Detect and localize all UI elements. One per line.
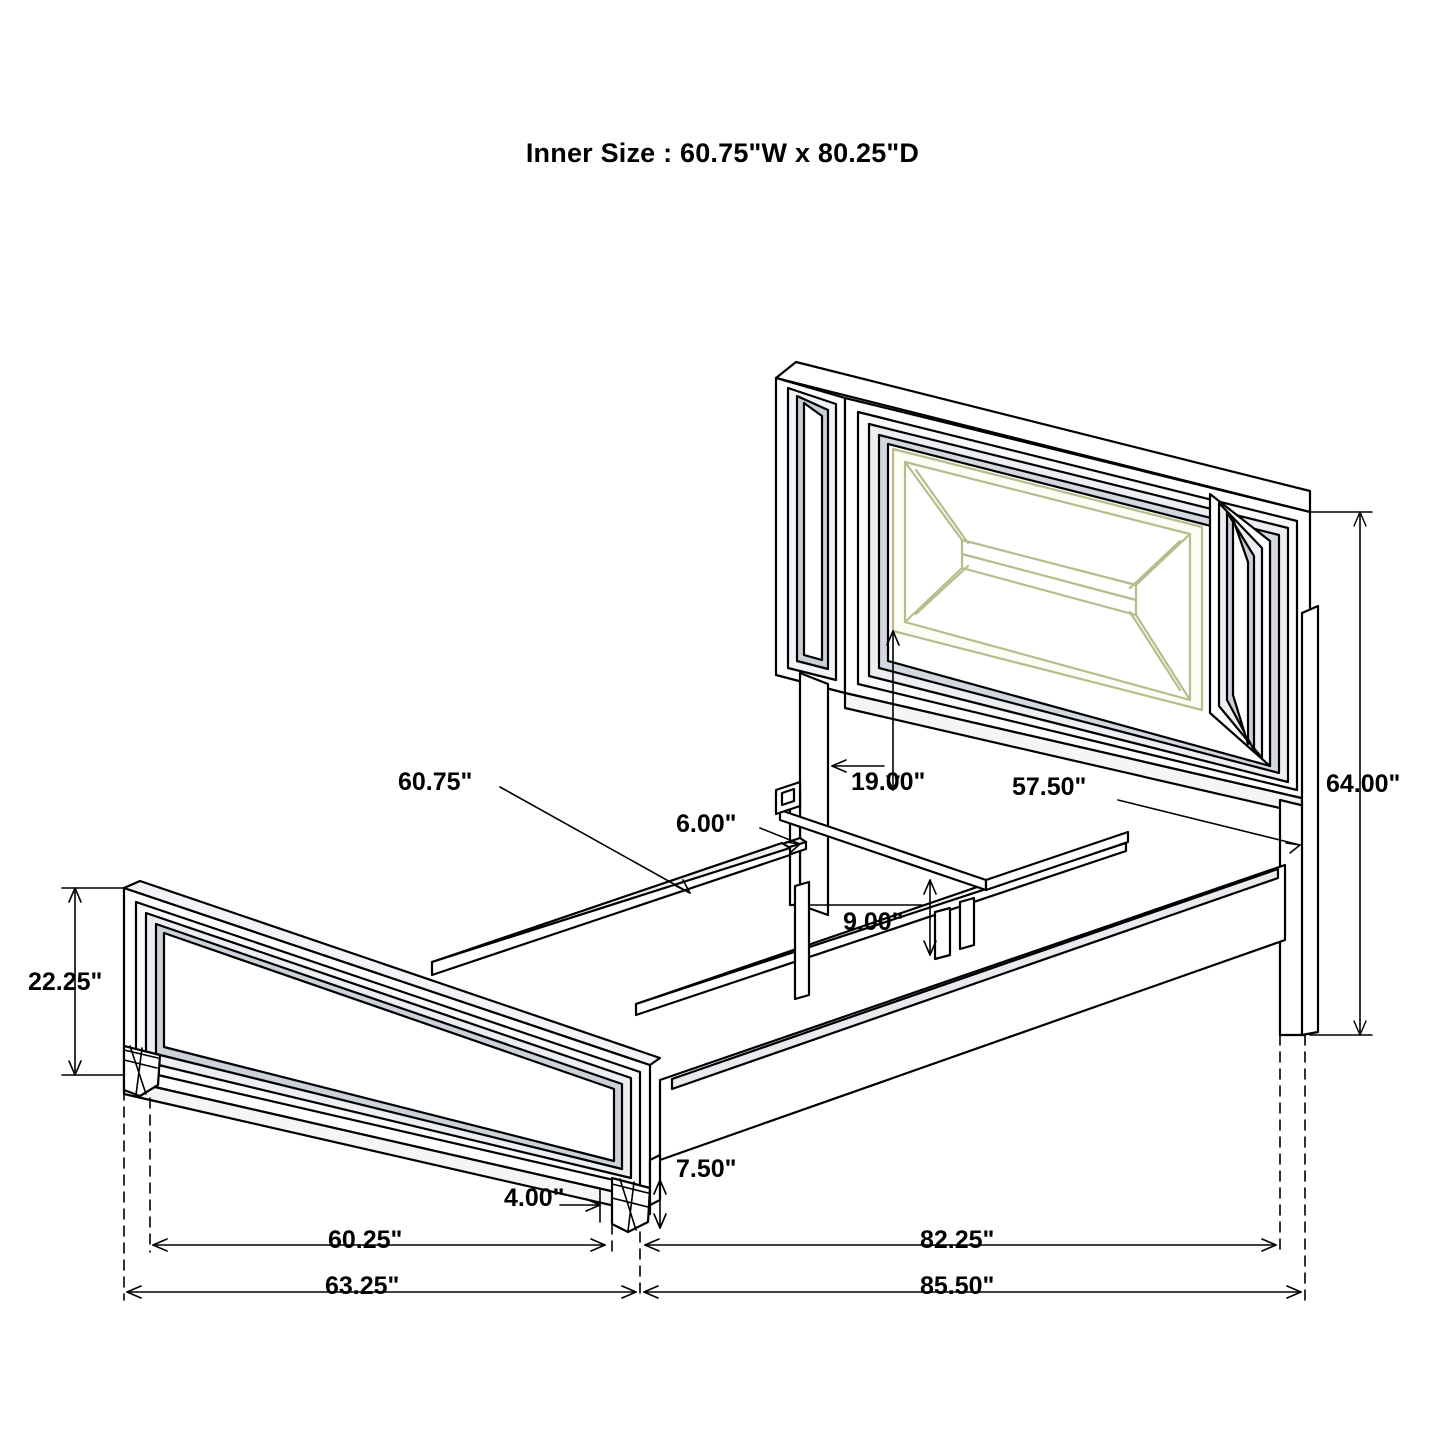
dim-footboard-height: 22.25" (28, 968, 103, 996)
dim-bed-outer-length: 85.50" (920, 1272, 995, 1300)
page-title: Inner Size : 60.75"W x 80.25"D (525, 138, 920, 168)
dim-headboard-height: 64.00" (1326, 770, 1401, 798)
dim-headboard-panel-width: 57.50" (1012, 773, 1087, 801)
dim-slat-thickness: 6.00" (676, 810, 737, 838)
dim-bed-inner-length: 82.25" (920, 1226, 995, 1254)
dim-footboard-inner-width: 60.25" (328, 1226, 403, 1254)
dim-center-support-height: 9.00" (843, 908, 904, 936)
dim-headboard-panel-height: 19.00" (851, 768, 926, 796)
dim-slat-width: 60.75" (398, 768, 473, 796)
dim-foot-leg-height: 7.50" (676, 1155, 737, 1183)
dim-foot-leg-width: 4.00" (504, 1184, 565, 1212)
dim-footboard-outer-width: 63.25" (325, 1272, 400, 1300)
